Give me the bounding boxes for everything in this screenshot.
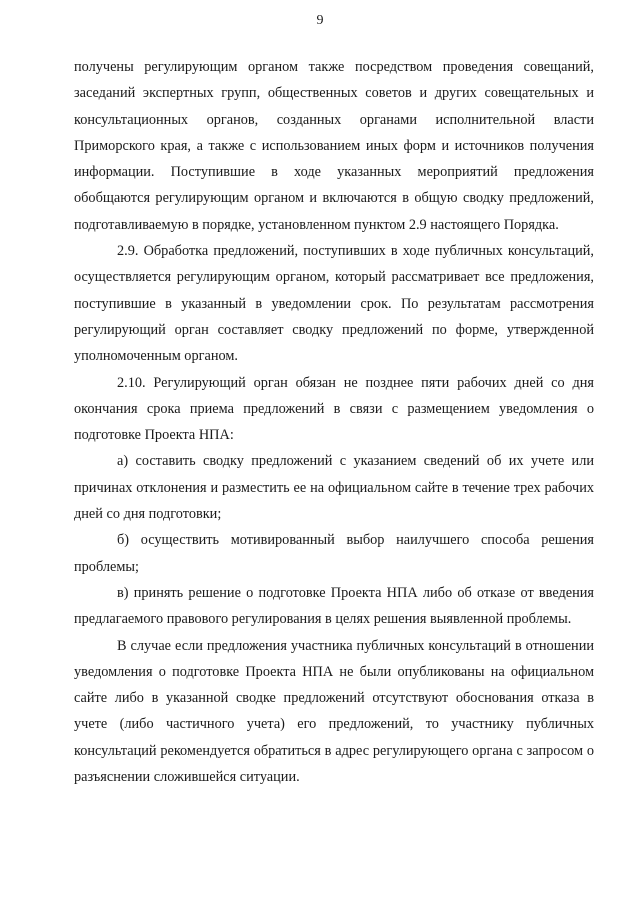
paragraph-2-10: 2.10. Регулирующий орган обязан не позднее пяти рабочих дней со дня окончания срока приема предложений в связи с размещением уведомления о подготовке Проекта НПА: (74, 374, 594, 444)
list-item-c: в) принять решение о подготовке Проекта НПА либо об отказе от введения предлагаемого правового регулирования в целях решения выявленной проблемы. (74, 584, 594, 628)
page-number: 9 (316, 13, 324, 28)
list-item-b: б) осуществить мотивированный выбор наилучшего способа решения проблемы; (74, 532, 594, 575)
paragraph-continuation: получены регулирующим органом также посредством проведения совещаний, заседаний экспертных групп, общественных советов и других совещательных и консультационных органов, созданных органами исполнительной власти Приморского края, а также с использованием иных форм и источников получения информации. Поступившие в ходе указанных мероприятий предложения обобщаются регулирующим органом и включаются в общую сводку предложений, подготавливаемую в порядке, установленном пунктом 2.9 настоящего Порядка. (74, 59, 594, 233)
paragraph-2-9: 2.9. Обработка предложений, поступивших в ходе публичных консультаций, осуществляется регулирующим органом, который рассматривает все предложения, поступившие в указанный в уведомлении срок. По результатам рассмотрения регулирующий орган составляет сводку предложений по форме, утвержденной уполномоченным органом. (74, 243, 594, 365)
paragraph-final: В случае если предложения участника публичных консультаций в отношении уведомления о подготовке Проекта НПА не были опубликованы на официальном сайте либо в указанной сводке предложений отсутствуют обоснования отказа в учете (либо частичного учета) его предложений, то участнику публичных консультаций рекомендуется обратиться в адрес регулирующего органа с запросом о разъяснении сложившейся ситуации. (74, 637, 594, 786)
list-item-a: а) составить сводку предложений с указанием сведений об их учете или причинах отклонения и разместить ее на официальном сайте в течение трех рабочих дней со дня подготовки; (74, 453, 594, 523)
document-body (74, 54, 594, 790)
